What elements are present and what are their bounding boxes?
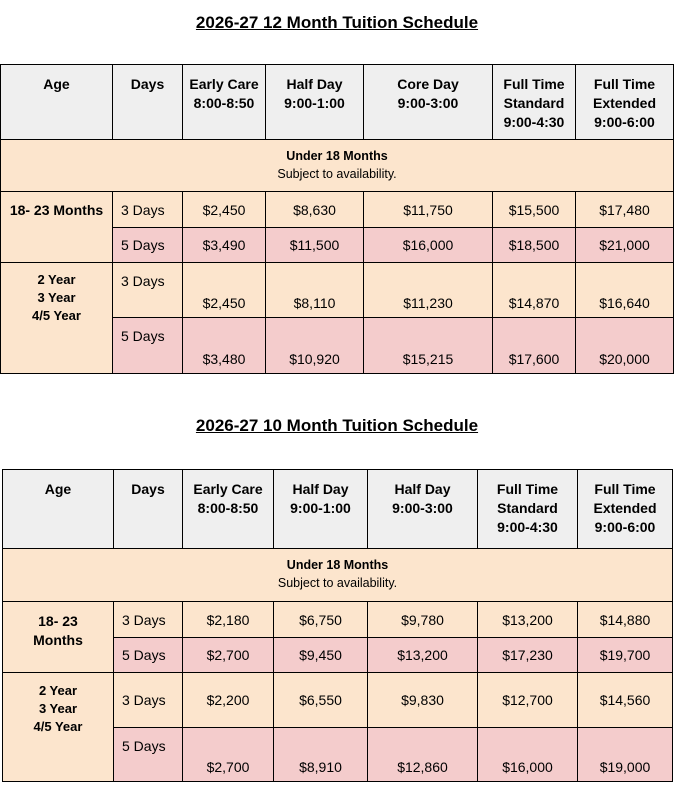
price-cell: $16,000	[364, 228, 493, 263]
header-label: Extended	[593, 500, 657, 516]
header-label: Full Time	[503, 76, 565, 92]
header-row	[3, 470, 673, 549]
header-label: Full Time	[593, 76, 656, 92]
price-cell: $11,500	[266, 228, 364, 263]
under-18-cell	[3, 549, 673, 602]
header-label: Standard	[503, 95, 565, 111]
header-row	[1, 65, 674, 140]
header-time: 9:00-4:30	[497, 519, 558, 535]
table-row	[1, 192, 674, 228]
price-cell: $14,560	[578, 673, 673, 728]
header-label: Full Time	[594, 481, 656, 497]
header-full-time-standard	[478, 470, 578, 549]
price-cell: $2,700	[183, 638, 274, 673]
age-label: 2 Year	[38, 683, 78, 698]
age-label: 2 Year	[37, 272, 76, 287]
price-cell: $20,000	[576, 318, 674, 374]
price-cell: $19,700	[578, 638, 673, 673]
schedule-12-title: 2026-27 12 Month Tuition Schedule	[195, 13, 479, 32]
age-18-23-months: 18- 23 Months	[1, 192, 113, 263]
price-cell: $13,200	[478, 602, 578, 638]
age-label: 3 Year	[37, 290, 76, 305]
header-label: Full Time	[496, 481, 559, 497]
table-row	[1, 263, 674, 318]
header-early-care	[183, 470, 274, 549]
price-cell: $14,880	[578, 602, 673, 638]
price-cell: $14,870	[493, 263, 576, 318]
header-half-day	[266, 65, 364, 140]
header-full-time-standard	[493, 65, 576, 140]
days-cell: 5 Days	[113, 318, 183, 374]
header-half-day	[274, 470, 368, 549]
price-cell: $2,450	[183, 263, 266, 318]
header-age: Age	[3, 470, 114, 549]
header-label: Extended	[592, 95, 656, 111]
header-time: 8:00-8:50	[193, 95, 255, 111]
price-cell: $15,500	[493, 192, 576, 228]
header-time: 9:00-3:00	[397, 95, 459, 111]
days-cell: 3 Days	[113, 192, 183, 228]
age-label: 4/5 Year	[32, 308, 81, 323]
days-cell: 3 Days	[114, 602, 183, 638]
age-label: 3 Year	[38, 701, 78, 716]
schedule-12-table	[0, 64, 674, 374]
header-full-time-extended	[576, 65, 674, 140]
header-time: 9:00-1:00	[290, 500, 351, 516]
header-time: 9:00-1:00	[284, 95, 345, 111]
under-18-cell	[1, 140, 674, 192]
price-cell: $19,000	[578, 728, 673, 782]
header-days: Days	[114, 470, 183, 549]
price-cell: $2,450	[183, 192, 266, 228]
days-cell: 5 Days	[113, 228, 183, 263]
age-label: Months	[33, 632, 83, 648]
price-cell: $8,630	[266, 192, 364, 228]
under-18-title: Under 18 Months	[286, 149, 388, 163]
header-label: Standard	[497, 500, 558, 516]
age-2-3-4-5-year	[1, 263, 113, 374]
header-time: 8:00-8:50	[197, 500, 259, 516]
price-cell: $21,000	[576, 228, 674, 263]
price-cell: $2,180	[183, 602, 274, 638]
header-age: Age	[1, 65, 113, 140]
age-label: 18- 23	[38, 613, 78, 629]
price-cell: $18,500	[493, 228, 576, 263]
days-cell: 5 Days	[114, 638, 183, 673]
age-18-23-months	[3, 602, 114, 673]
header-time: 9:00-3:00	[392, 500, 453, 516]
header-early-care	[183, 65, 266, 140]
price-cell: $16,000	[478, 728, 578, 782]
table-row	[3, 602, 673, 638]
price-cell: $9,780	[368, 602, 478, 638]
under-18-row	[3, 549, 673, 602]
header-days: Days	[113, 65, 183, 140]
price-cell: $8,910	[274, 728, 368, 782]
price-cell: $17,480	[576, 192, 674, 228]
price-cell: $6,750	[274, 602, 368, 638]
header-label: Core Day	[397, 76, 459, 92]
header-half-day-2	[368, 470, 478, 549]
header-time: 9:00-6:00	[594, 114, 655, 130]
under-18-note: Subject to availability.	[277, 576, 398, 590]
schedule-10-table	[2, 469, 673, 782]
header-time: 9:00-4:30	[503, 114, 565, 130]
price-cell: $11,230	[364, 263, 493, 318]
price-cell: $2,200	[183, 673, 274, 728]
header-core-day	[364, 65, 493, 140]
header-label: Early Care	[189, 76, 259, 92]
under-18-row	[1, 140, 674, 192]
price-cell: $15,215	[364, 318, 493, 374]
price-cell: $9,450	[274, 638, 368, 673]
age-2-3-4-5-year	[3, 673, 114, 782]
price-cell: $6,550	[274, 673, 368, 728]
price-cell: $2,700	[183, 728, 274, 782]
price-cell: $17,230	[478, 638, 578, 673]
price-cell: $8,110	[266, 263, 364, 318]
price-cell: $12,860	[368, 728, 478, 782]
price-cell: $10,920	[266, 318, 364, 374]
header-label: Half Day	[286, 76, 343, 92]
price-cell: $12,700	[478, 673, 578, 728]
price-cell: $16,640	[576, 263, 674, 318]
header-label: Early Care	[193, 481, 263, 497]
days-cell: 3 Days	[114, 673, 183, 728]
days-cell: 3 Days	[113, 263, 183, 318]
price-cell: $3,480	[183, 318, 266, 374]
price-cell: $11,750	[364, 192, 493, 228]
price-cell: $17,600	[493, 318, 576, 374]
header-full-time-extended	[578, 470, 673, 549]
days-cell: 5 Days	[114, 728, 183, 782]
header-label: Half Day	[394, 481, 451, 497]
header-time: 9:00-6:00	[594, 519, 656, 535]
price-cell: $3,490	[183, 228, 266, 263]
under-18-note: Subject to availability.	[277, 167, 397, 181]
age-label: 4/5 Year	[33, 719, 83, 734]
under-18-title: Under 18 Months	[286, 558, 389, 572]
price-cell: $9,830	[368, 673, 478, 728]
schedule-10-title: 2026-27 10 Month Tuition Schedule	[195, 416, 479, 435]
header-label: Half Day	[292, 481, 349, 497]
price-cell: $13,200	[368, 638, 478, 673]
table-row	[3, 673, 673, 728]
